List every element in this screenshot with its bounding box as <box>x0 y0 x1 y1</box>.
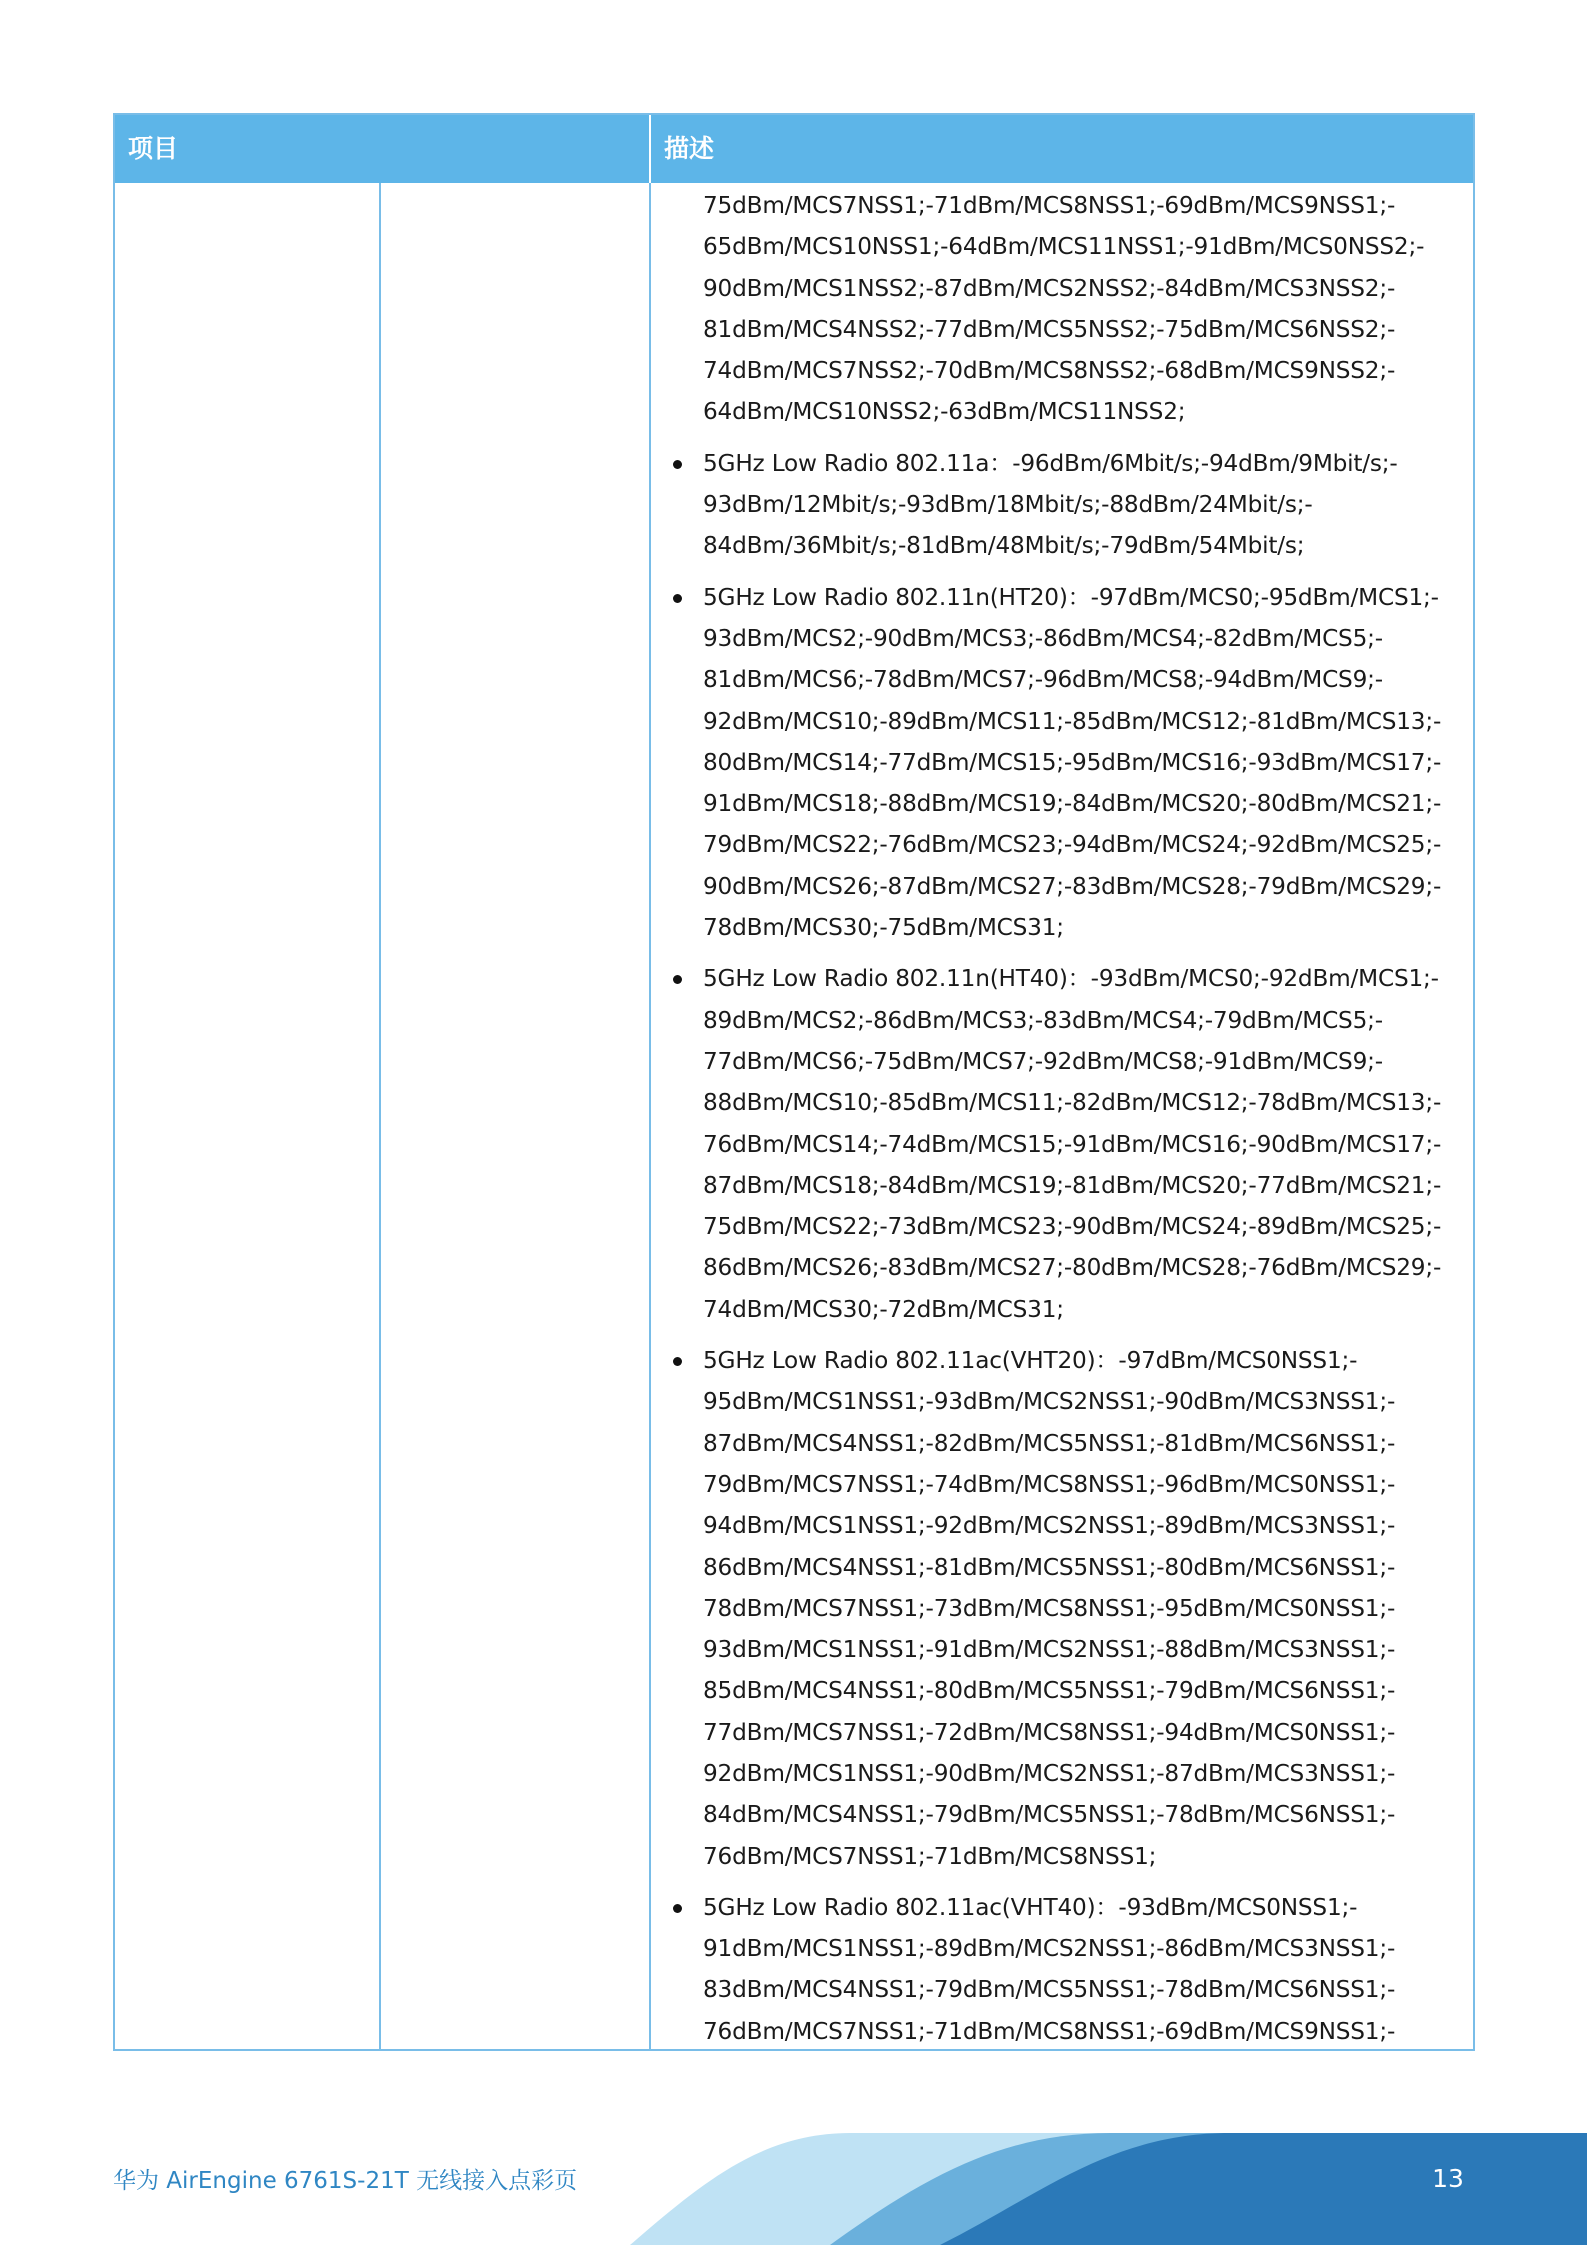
header-divider <box>649 115 651 183</box>
text-line: 87dBm/MCS4NSS1;-82dBm/MCS5NSS1;-81dBm/MCS6NSS1;- <box>703 1429 1396 1457</box>
text-line: 94dBm/MCS1NSS1;-92dBm/MCS2NSS1;-89dBm/MCS3NSS1;- <box>703 1512 1396 1540</box>
text-line: 84dBm/36Mbit/s;-81dBm/48Mbit/s;-79dBm/54Mbit/s; <box>703 532 1305 560</box>
bullet-item <box>665 443 1465 567</box>
text-line: 89dBm/MCS2;-86dBm/MCS3;-83dBm/MCS4;-79dBm/MCS5;- <box>703 1006 1383 1034</box>
text-line: 81dBm/MCS4NSS2;-77dBm/MCS5NSS2;-75dBm/MCS6NSS2;- <box>703 315 1396 343</box>
text-line: 74dBm/MCS30;-72dBm/MCS31; <box>703 1295 1064 1323</box>
footer-document-title: 华为 AirEngine 6761S-21T 无线接入点彩页 <box>113 2168 578 2194</box>
text-line: 75dBm/MCS7NSS1;-71dBm/MCS8NSS1;-69dBm/MCS9NSS1;- <box>703 192 1396 219</box>
text-line: 64dBm/MCS10NSS2;-63dBm/MCS11NSS2; <box>703 398 1186 426</box>
text-line: 65dBm/MCS10NSS1;-64dBm/MCS11NSS1;-91dBm/MCS0NSS2;- <box>703 233 1425 261</box>
text-line: 85dBm/MCS4NSS1;-80dBm/MCS5NSS1;-79dBm/MCS6NSS1;- <box>703 1677 1396 1705</box>
bullet-item <box>665 1887 1465 2052</box>
text-line: 88dBm/MCS10;-85dBm/MCS11;-82dBm/MCS12;-78dBm/MCS13;- <box>703 1089 1442 1117</box>
text-line: 91dBm/MCS1NSS1;-89dBm/MCS2NSS1;-86dBm/MCS3NSS1;- <box>703 1935 1396 1963</box>
continuation-paragraph <box>665 185 1465 433</box>
text-line: 76dBm/MCS7NSS1;-71dBm/MCS8NSS1; <box>703 1842 1157 1870</box>
header-description-label: 描述 <box>664 134 715 163</box>
text-line: 75dBm/MCS22;-73dBm/MCS23;-90dBm/MCS24;-89dBm/MCS25;- <box>703 1213 1442 1241</box>
text-line: 93dBm/12Mbit/s;-93dBm/18Mbit/s;-88dBm/24Mbit/s;- <box>703 491 1313 519</box>
text-line: 90dBm/MCS1NSS2;-87dBm/MCS2NSS2;-84dBm/MCS3NSS2;- <box>703 274 1396 302</box>
text-line: 74dBm/MCS7NSS2;-70dBm/MCS8NSS2;-68dBm/MCS9NSS2;- <box>703 357 1396 385</box>
text-line: 79dBm/MCS22;-76dBm/MCS23;-94dBm/MCS24;-92dBm/MCS25;- <box>703 831 1442 859</box>
text-line: 93dBm/MCS1NSS1;-91dBm/MCS2NSS1;-88dBm/MCS3NSS1;- <box>703 1636 1396 1664</box>
text-line: 76dBm/MCS7NSS1;-71dBm/MCS8NSS1;-69dBm/MCS9NSS1;- <box>703 2017 1396 2045</box>
text-line: 5GHz Low Radio 802.11n(HT40)：-93dBm/MCS0;-92dBm/MCS1;- <box>703 965 1439 993</box>
column-divider-1 <box>379 183 381 2049</box>
header-item-label: 项目 <box>128 134 179 163</box>
text-line: 91dBm/MCS18;-88dBm/MCS19;-84dBm/MCS20;-80dBm/MCS21;- <box>703 790 1442 818</box>
text-line: 5GHz Low Radio 802.11ac(VHT40)：-93dBm/MCS0NSS1;- <box>703 1893 1358 1921</box>
text-line: 79dBm/MCS7NSS1;-74dBm/MCS8NSS1;-96dBm/MCS0NSS1;- <box>703 1470 1396 1498</box>
text-line: 77dBm/MCS7NSS1;-72dBm/MCS8NSS1;-94dBm/MCS0NSS1;- <box>703 1718 1396 1746</box>
text-line: 5GHz Low Radio 802.11n(HT20)：-97dBm/MCS0;-95dBm/MCS1;- <box>703 583 1439 611</box>
text-line: 81dBm/MCS6;-78dBm/MCS7;-96dBm/MCS8;-94dBm/MCS9;- <box>703 666 1383 694</box>
text-line: 78dBm/MCS7NSS1;-73dBm/MCS8NSS1;-95dBm/MCS0NSS1;- <box>703 1594 1396 1622</box>
text-line: 83dBm/MCS4NSS1;-79dBm/MCS5NSS1;-78dBm/MCS6NSS1;- <box>703 1976 1396 2004</box>
text-line: 93dBm/MCS2;-90dBm/MCS3;-86dBm/MCS4;-82dBm/MCS5;- <box>703 624 1383 652</box>
text-line: 92dBm/MCS1NSS1;-90dBm/MCS2NSS1;-87dBm/MCS3NSS1;- <box>703 1759 1396 1787</box>
bullet-item <box>665 958 1465 1330</box>
text-line: 77dBm/MCS6;-75dBm/MCS7;-92dBm/MCS8;-91dBm/MCS9;- <box>703 1047 1383 1075</box>
text-line: 86dBm/MCS26;-83dBm/MCS27;-80dBm/MCS28;-76dBm/MCS29;- <box>703 1254 1442 1282</box>
description-cell <box>665 185 1465 2062</box>
text-line: 86dBm/MCS4NSS1;-81dBm/MCS5NSS1;-80dBm/MCS6NSS1;- <box>703 1553 1396 1581</box>
bullet-item <box>665 1340 1465 1877</box>
text-line: 76dBm/MCS14;-74dBm/MCS15;-91dBm/MCS16;-90dBm/MCS17;- <box>703 1130 1442 1158</box>
bullet-item <box>665 577 1465 949</box>
text-line: 92dBm/MCS10;-89dBm/MCS11;-85dBm/MCS12;-81dBm/MCS13;- <box>703 707 1442 735</box>
text-line: 90dBm/MCS26;-87dBm/MCS27;-83dBm/MCS28;-79dBm/MCS29;- <box>703 872 1442 900</box>
text-line: 5GHz Low Radio 802.11ac(VHT20)：-97dBm/MCS0NSS1;- <box>703 1347 1358 1375</box>
text-line: 84dBm/MCS4NSS1;-79dBm/MCS5NSS1;-78dBm/MCS6NSS1;- <box>703 1801 1396 1829</box>
table-header-row <box>115 115 1473 183</box>
text-line: 5GHz Low Radio 802.11a：-96dBm/6Mbit/s;-94dBm/9Mbit/s;- <box>703 449 1398 477</box>
spec-table <box>113 113 1475 2051</box>
page-number: 13 <box>1432 2164 1464 2193</box>
column-divider-2 <box>649 183 651 2049</box>
text-line: 95dBm/MCS1NSS1;-93dBm/MCS2NSS1;-90dBm/MCS3NSS1;- <box>703 1388 1396 1416</box>
text-line: 80dBm/MCS14;-77dBm/MCS15;-95dBm/MCS16;-93dBm/MCS17;- <box>703 748 1442 776</box>
text-line: 78dBm/MCS30;-75dBm/MCS31; <box>703 914 1064 942</box>
text-line: 87dBm/MCS18;-84dBm/MCS19;-81dBm/MCS20;-77dBm/MCS21;- <box>703 1171 1442 1199</box>
